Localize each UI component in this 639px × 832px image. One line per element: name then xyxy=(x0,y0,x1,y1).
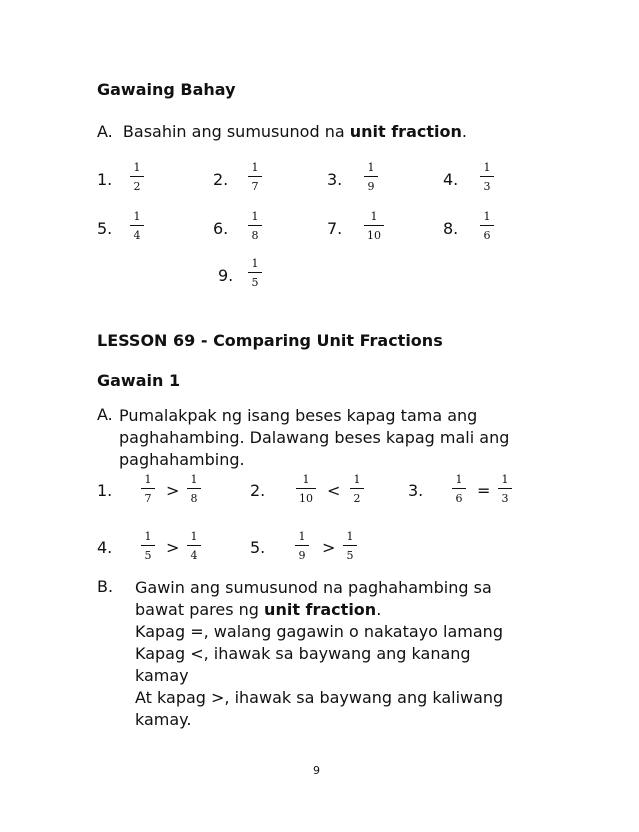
fraction-item xyxy=(241,162,269,192)
gawain-b-paragraph xyxy=(135,577,503,731)
fraction-numerator: 1 xyxy=(346,530,354,543)
fraction-item-label: 6. xyxy=(213,219,229,238)
fraction-item xyxy=(241,258,269,288)
comparison-left-fraction xyxy=(288,531,316,561)
fraction-numerator: 1 xyxy=(251,257,259,270)
comparison-right-fraction xyxy=(180,531,208,561)
fraction-denominator: 7 xyxy=(144,492,152,505)
section-a-suffix: . xyxy=(461,122,467,141)
fraction-item xyxy=(360,211,388,241)
comparison-operator: > xyxy=(166,481,180,500)
fraction-numerator: 1 xyxy=(144,530,152,543)
fraction-denominator: 8 xyxy=(190,492,198,505)
fraction-item-label: 1. xyxy=(97,170,113,189)
fraction-item-label: 5. xyxy=(97,219,113,238)
fraction-numerator: 1 xyxy=(298,530,306,543)
fraction-numerator: 1 xyxy=(144,473,152,486)
gawain-b-bold: unit fraction xyxy=(264,600,377,619)
fraction-denominator: 4 xyxy=(133,229,141,242)
fraction-denominator: 3 xyxy=(501,492,509,505)
comparison-operator: < xyxy=(327,481,341,500)
fraction-denominator: 2 xyxy=(353,492,361,505)
gawain-title: Gawain 1 xyxy=(97,371,181,390)
comparison-left-fraction xyxy=(292,474,320,504)
fraction-numerator: 1 xyxy=(483,161,491,174)
fraction-denominator: 6 xyxy=(455,492,463,505)
fraction-item-label: 3. xyxy=(327,170,343,189)
gawain-b-line: At kapag >, ihawak sa baywang ang kaliwang xyxy=(135,688,504,707)
gawain-b-line: Kapag <, ihawak sa baywang ang kanang xyxy=(135,644,471,663)
comparison-label: 5. xyxy=(250,538,266,557)
fraction-numerator: 1 xyxy=(367,161,375,174)
page-number: 9 xyxy=(313,764,320,777)
comparison-label: 2. xyxy=(250,481,266,500)
comparison-operator: = xyxy=(477,481,491,500)
comparison-label: 3. xyxy=(408,481,424,500)
gawain-b-suffix: . xyxy=(376,600,382,619)
fraction-numerator: 1 xyxy=(501,473,509,486)
fraction-numerator: 1 xyxy=(251,210,259,223)
comparison-operator: > xyxy=(322,538,336,557)
gawain-b-line: kamay xyxy=(135,666,189,685)
gawain-a-paragraph xyxy=(119,405,509,471)
fraction-item-label: 8. xyxy=(443,219,459,238)
fraction-item xyxy=(473,211,501,241)
fraction-denominator: 9 xyxy=(298,549,306,562)
fraction-denominator: 2 xyxy=(133,180,141,193)
section-a-instruction xyxy=(97,122,467,141)
fraction-item xyxy=(123,162,151,192)
gawain-a-line: Pumalakpak ng isang beses kapag tama ang xyxy=(119,406,478,425)
gawain-b-line: kamay. xyxy=(135,710,192,729)
page-title: Gawaing Bahay xyxy=(97,80,236,99)
fraction-denominator: 5 xyxy=(346,549,354,562)
fraction-item-label: 7. xyxy=(327,219,343,238)
fraction-denominator: 10 xyxy=(299,492,313,505)
section-a-bold: unit fraction xyxy=(349,122,462,141)
section-a-text: Basahin ang sumusunod na xyxy=(122,122,350,141)
gawain-b-prefix: B. xyxy=(97,577,114,596)
gawain-b-line: Kapag =, walang gagawin o nakatayo lamang xyxy=(135,622,503,641)
gawain-b-text: bawat pares ng xyxy=(135,600,265,619)
fraction-denominator: 4 xyxy=(190,549,198,562)
fraction-item xyxy=(241,211,269,241)
gawain-a-prefix: A. xyxy=(97,405,113,424)
lesson-title: LESSON 69 - Comparing Unit Fractions xyxy=(97,331,443,350)
fraction-numerator: 1 xyxy=(133,161,141,174)
fraction-numerator: 1 xyxy=(133,210,141,223)
comparison-right-fraction xyxy=(180,474,208,504)
fraction-numerator: 1 xyxy=(353,473,361,486)
fraction-item xyxy=(473,162,501,192)
comparison-operator: > xyxy=(166,538,180,557)
fraction-item-label: 2. xyxy=(213,170,229,189)
fraction-numerator: 1 xyxy=(455,473,463,486)
fraction-numerator: 1 xyxy=(483,210,491,223)
section-a-prefix: A. xyxy=(97,122,113,141)
fraction-denominator: 8 xyxy=(251,229,259,242)
comparison-label: 4. xyxy=(97,538,113,557)
fraction-item xyxy=(357,162,385,192)
fraction-denominator: 7 xyxy=(251,180,259,193)
fraction-numerator: 1 xyxy=(370,210,378,223)
fraction-denominator: 9 xyxy=(367,180,375,193)
fraction-item-label: 9. xyxy=(218,266,234,285)
comparison-left-fraction xyxy=(134,474,162,504)
fraction-denominator: 5 xyxy=(144,549,152,562)
gawain-a-line: paghahambing. Dalawang beses kapag mali ang xyxy=(119,428,510,447)
fraction-item xyxy=(123,211,151,241)
comparison-left-fraction xyxy=(445,474,473,504)
comparison-right-fraction xyxy=(491,474,519,504)
fraction-denominator: 6 xyxy=(483,229,491,242)
fraction-denominator: 5 xyxy=(251,276,259,289)
gawain-b-line: Gawin ang sumusunod na paghahambing sa xyxy=(135,578,492,597)
gawain-b-line-2 xyxy=(135,599,503,621)
fraction-item-label: 4. xyxy=(443,170,459,189)
comparison-label: 1. xyxy=(97,481,113,500)
comparison-right-fraction xyxy=(336,531,364,561)
fraction-numerator: 1 xyxy=(190,530,198,543)
comparison-left-fraction xyxy=(134,531,162,561)
gawain-a-line: paghahambing. xyxy=(119,450,245,469)
fraction-denominator: 10 xyxy=(367,229,381,242)
fraction-numerator: 1 xyxy=(251,161,259,174)
fraction-numerator: 1 xyxy=(302,473,310,486)
comparison-right-fraction xyxy=(343,474,371,504)
fraction-denominator: 3 xyxy=(483,180,491,193)
fraction-numerator: 1 xyxy=(190,473,198,486)
